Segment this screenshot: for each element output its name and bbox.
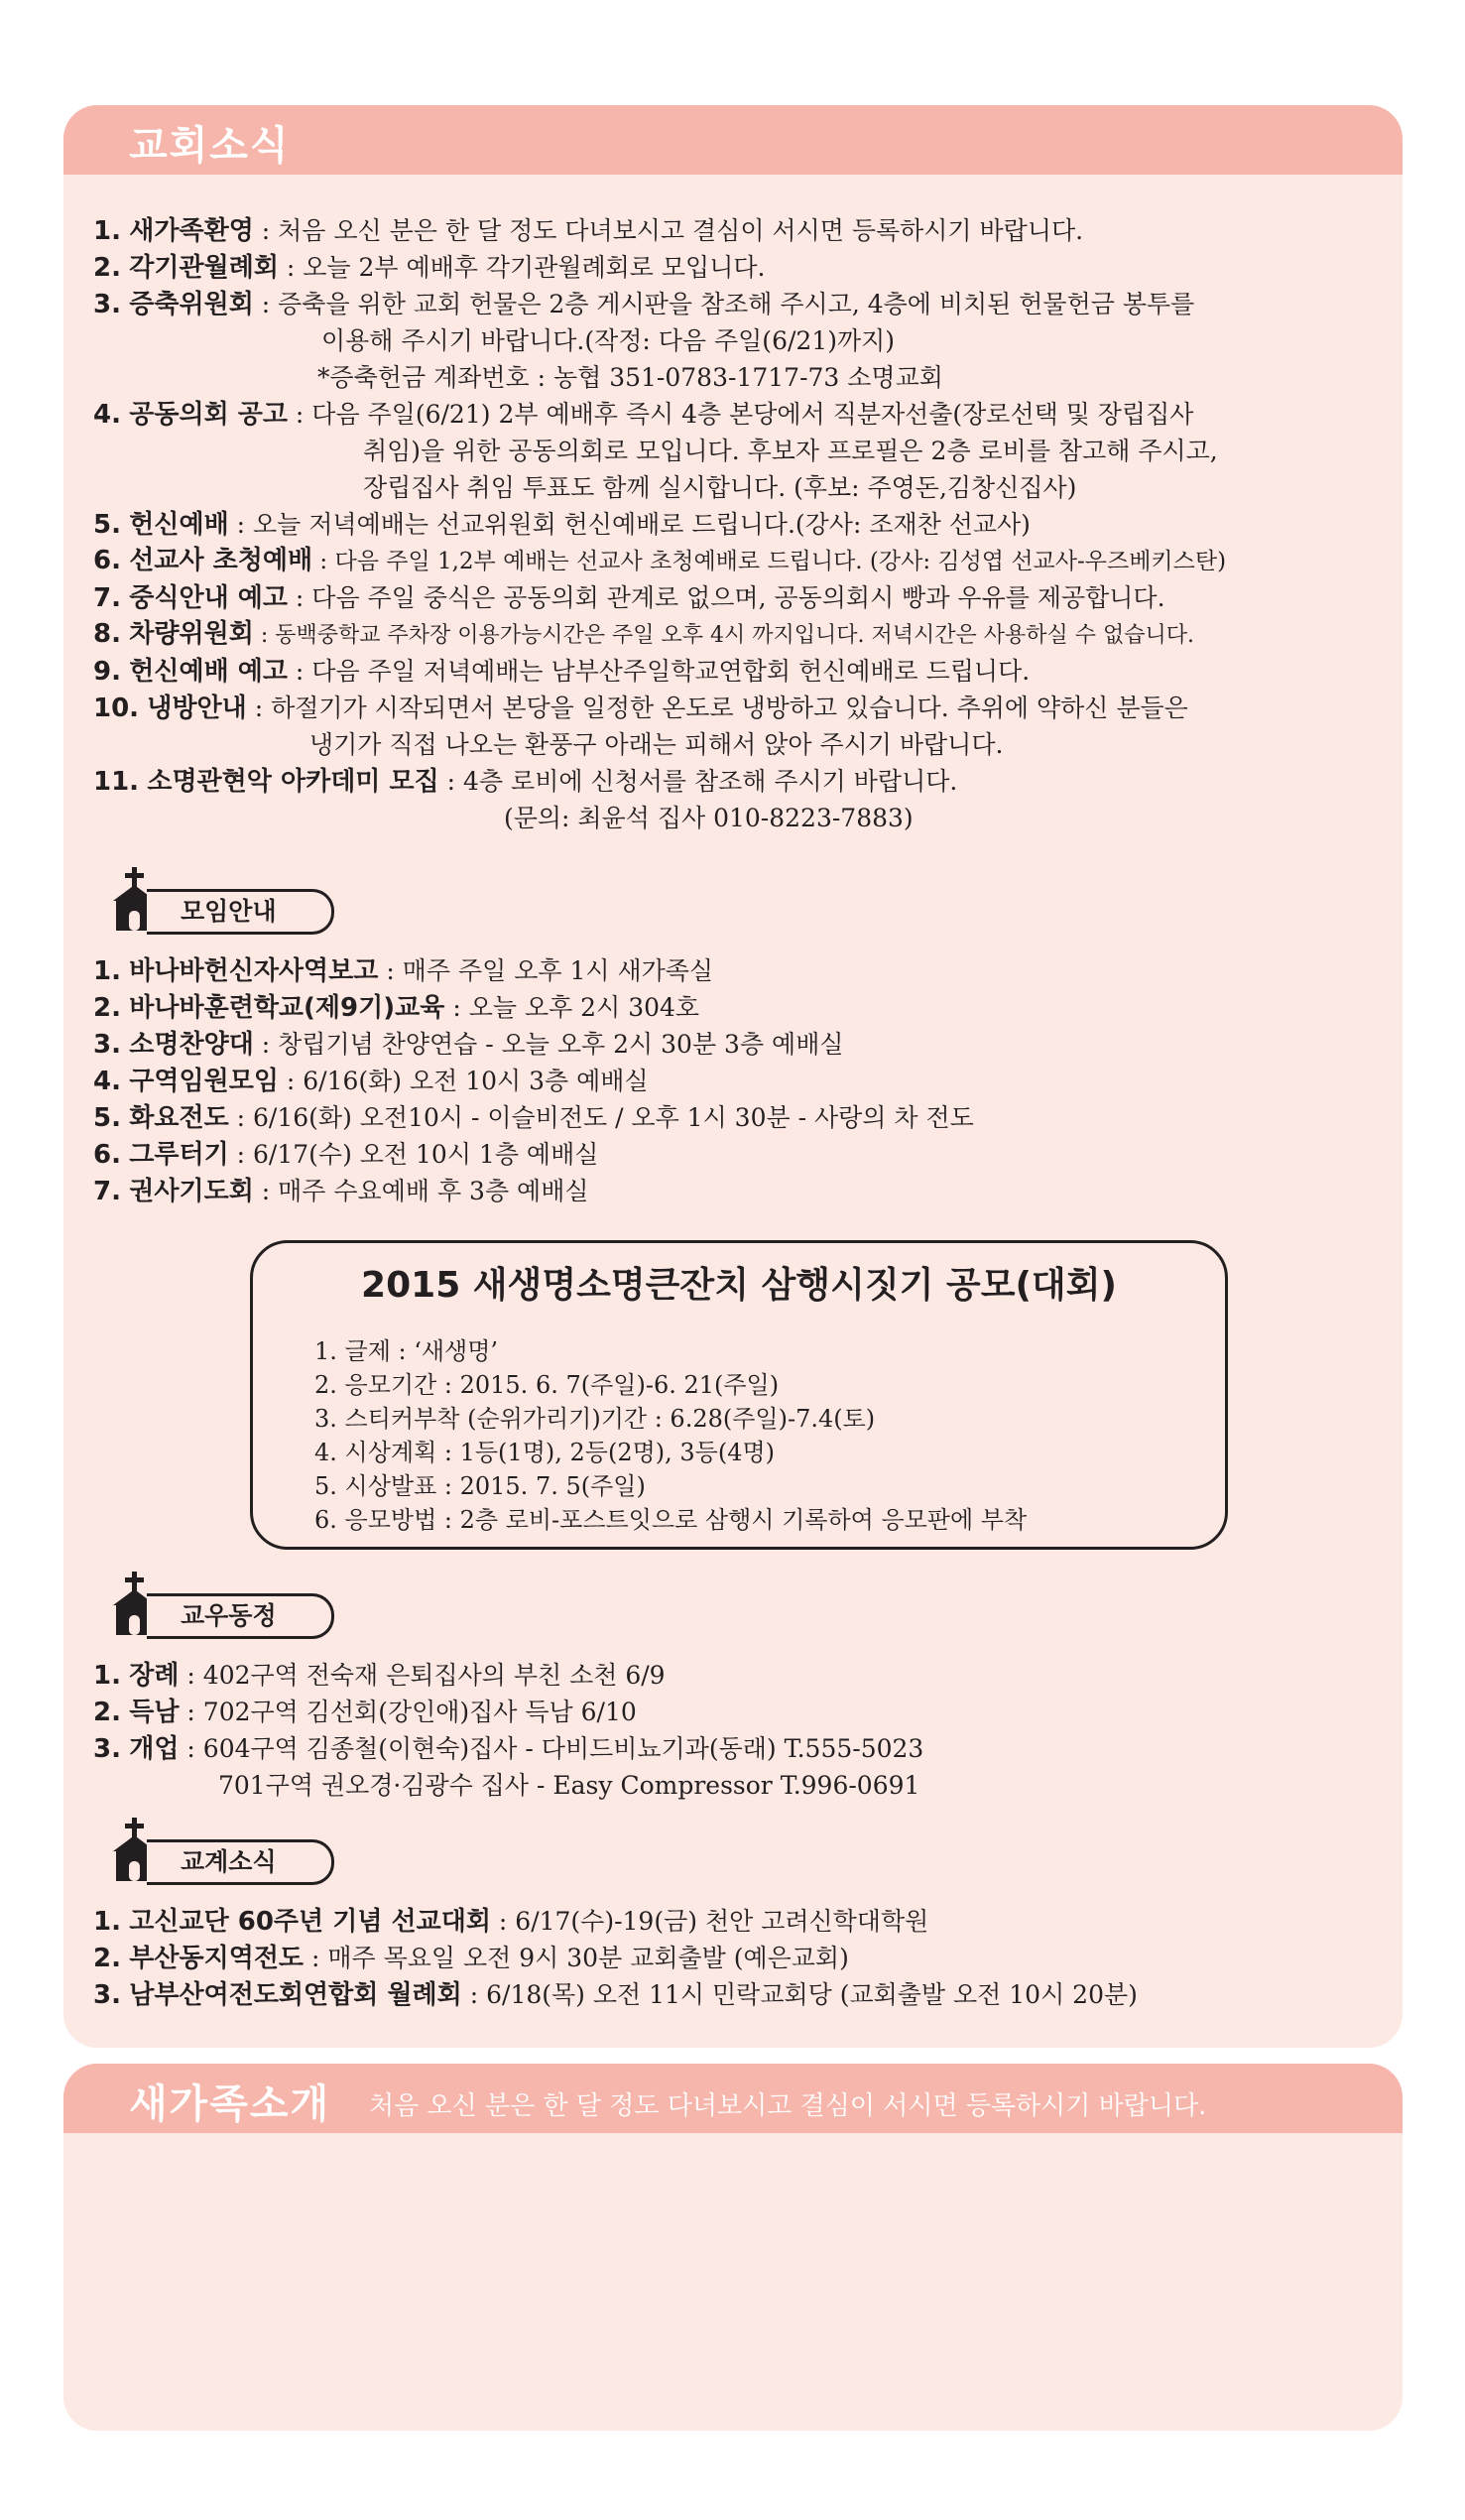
list-item-continued: 장립집사 취임 투표도 함께 실시합니다. (후보: 주영돈,김창신집사) xyxy=(363,473,1077,502)
list-item: 4. 구역임원모임 : 6/16(화) 오전 10시 3층 예배실 xyxy=(93,1067,649,1096)
panel-header xyxy=(63,2064,1403,2133)
members-list xyxy=(93,1657,1393,1804)
list-item-continued: 701구역 권오경·김광수 집사 - Easy Compressor T.996-0691 xyxy=(218,1771,920,1800)
list-item: 6. 그루터기 : 6/17(수) 오전 10시 1층 예배실 xyxy=(93,1140,599,1170)
list-item: 7. 권사기도회 : 매주 수요예배 후 3층 예배실 xyxy=(93,1177,589,1206)
list-item: 1. 고신교단 60주년 기념 선교대회 : 6/17(수)-19(금) 천안 고려신학대학원 xyxy=(93,1907,929,1937)
members-section-header xyxy=(107,1572,405,1637)
list-item: 10. 냉방안내 : 하절기가 시작되면서 본당을 일정한 온도로 냉방하고 있습니다. 추위에 약하신 분들은 xyxy=(93,693,1188,723)
list-item: 4. 공동의회 공고 : 다음 주일(6/21) 2부 예배후 즉시 4층 본당에서 직분자선출(장로선택 및 장립집사 xyxy=(93,400,1194,430)
list-item: 3. 남부산여전도회연합회 월례회 : 6/18(목) 오전 11시 민락교회당 (교회출발 오전 10시 20분) xyxy=(93,1980,1138,2010)
section-label: 교계소식 xyxy=(147,1839,334,1885)
list-item: 2. 득남 : 702구역 김선회(강인애)집사 득남 6/10 xyxy=(93,1698,637,1727)
list-item: 2. 각기관월례회 : 오늘 2부 예배후 각기관월례회로 모입니다. xyxy=(93,253,766,283)
section-label: 모임안내 xyxy=(147,889,334,935)
list-item: 6. 선교사 초청예배 : 다음 주일 1,2부 예배는 선교사 초청예배로 드립니다. (강사: 김성엽 선교사-우즈베키스탄) xyxy=(93,546,1227,575)
list-item: 2. 바나바훈련학교(제9기)교육 : 오늘 오후 2시 304호 xyxy=(93,993,700,1023)
denomination-list xyxy=(93,1903,1393,2013)
contest-title: 2015 새생명소명큰잔치 삼행시짓기 공모(대회) xyxy=(361,1265,1117,1306)
church-news-panel xyxy=(63,105,1403,2048)
meetings-list xyxy=(93,952,1393,1209)
list-item-continued: 이용해 주시기 바랍니다.(작정: 다음 주일(6/21)까지) xyxy=(321,326,896,355)
list-item: 11. 소명관현악 아카데미 모집 : 4층 로비에 신청서를 참조해 주시기 바랍니다. xyxy=(93,767,958,797)
list-item-continued: *증축헌금 계좌번호 : 농협 351-0783-1717-73 소명교회 xyxy=(317,363,943,392)
list-item-continued: (문의: 최윤석 집사 010-8223-7883) xyxy=(504,804,914,832)
list-item: 5. 화요전도 : 6/16(화) 오전10시 - 이슬비전도 / 오후 1시 30분 - 사랑의 차 전도 xyxy=(93,1103,974,1133)
list-item: 2. 부산동지역전도 : 매주 목요일 오전 9시 30분 교회출발 (예은교회) xyxy=(93,1944,849,1973)
news-list xyxy=(93,212,1393,836)
section-label: 교우동정 xyxy=(147,1593,334,1639)
list-item: 1. 장례 : 402구역 전숙재 은퇴집사의 부친 소천 6/9 xyxy=(93,1661,666,1691)
new-family-panel xyxy=(63,2064,1403,2431)
panel-title: 새가족소개 xyxy=(129,2081,331,2127)
list-item: 7. 중식안내 예고 : 다음 주일 중식은 공동의회 관계로 없으며, 공동의회시 빵과 우유를 제공합니다. xyxy=(93,583,1165,613)
list-item: 1. 새가족환영 : 처음 오신 분은 한 달 정도 다녀보시고 결심이 서시면 등록하시기 바랍니다. xyxy=(93,216,1084,246)
list-item: 3. 스티커부착 (순위가리기)기간 : 6.28(주일)-7.4(토) xyxy=(314,1405,876,1433)
list-item: 5. 헌신예배 : 오늘 저녁예배는 선교위원회 헌신예배로 드립니다.(강사: 조재찬 선교사) xyxy=(93,510,1031,540)
list-item: 1. 바나바헌신자사역보고 : 매주 주일 오후 1시 새가족실 xyxy=(93,956,714,986)
meetings-section-header xyxy=(107,867,405,933)
list-item: 3. 소명찬양대 : 창립기념 찬양연습 - 오늘 오후 2시 30분 3층 예배실 xyxy=(93,1030,844,1060)
list-item: 4. 시상계획 : 1등(1명), 2등(2명), 3등(4명) xyxy=(314,1439,776,1466)
contest-box xyxy=(250,1240,1228,1550)
list-item: 3. 개업 : 604구역 김종철(이현숙)집사 - 다비드비뇨기과(동래) T.555-5023 xyxy=(93,1734,924,1764)
list-item: 9. 헌신예배 예고 : 다음 주일 저녁예배는 남부산주일학교연합회 헌신예배로 드립니다. xyxy=(93,657,1031,687)
contest-list xyxy=(314,1334,1027,1537)
list-item-continued: 취임)을 위한 공동의회로 모입니다. 후보자 프로필은 2층 로비를 참고해 주시고, xyxy=(363,437,1218,465)
denomination-section-header xyxy=(107,1818,405,1883)
list-item: 3. 증축위원회 : 증축을 위한 교회 헌물은 2층 게시판을 참조해 주시고, 4층에 비치된 헌물헌금 봉투를 xyxy=(93,290,1195,319)
list-item: 5. 시상발표 : 2015. 7. 5(주일) xyxy=(314,1472,646,1500)
list-item: 8. 차량위원회 : 동백중학교 주차장 이용가능시간은 주일 오후 4시 까지입니다. 저녁시간은 사용하실 수 없습니다. xyxy=(93,619,1194,649)
list-item: 2. 응모기간 : 2015. 6. 7(주일)-6. 21(주일) xyxy=(314,1371,780,1399)
list-item-continued: 냉기가 직접 나오는 환풍구 아래는 피해서 앉아 주시기 바랍니다. xyxy=(309,730,1004,759)
list-item: 6. 응모방법 : 2층 로비-포스트잇으로 삼행시 기록하여 응모판에 부착 xyxy=(314,1506,1028,1534)
panel-title: 교회소식 xyxy=(129,123,291,169)
list-item: 1. 글제 : ‘새생명’ xyxy=(314,1337,499,1365)
panel-header xyxy=(63,105,1403,175)
panel-subtitle: 처음 오신 분은 한 달 정도 다녀보시고 결심이 서시면 등록하시기 바랍니다. xyxy=(369,2091,1207,2121)
